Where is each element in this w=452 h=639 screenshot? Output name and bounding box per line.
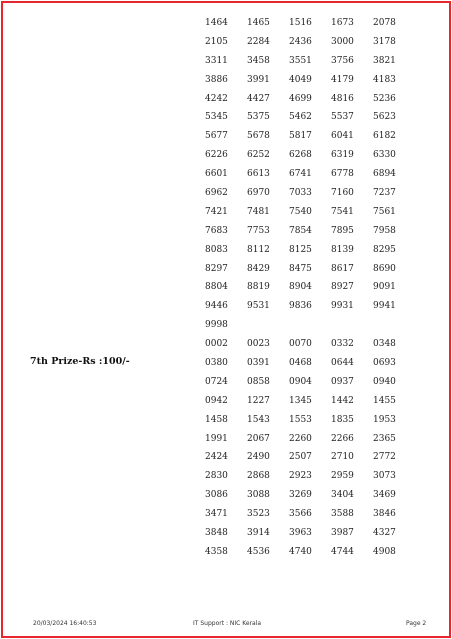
ticket-number: 8429 <box>247 263 270 274</box>
number-row <box>205 241 415 260</box>
ticket-number: 4427 <box>247 93 270 104</box>
ticket-number: 8819 <box>247 282 270 293</box>
ticket-number: 1227 <box>247 395 270 406</box>
ticket-number: 2436 <box>289 36 312 47</box>
ticket-number: 3821 <box>373 55 396 66</box>
ticket-number: 3846 <box>373 509 396 520</box>
ticket-number: 8617 <box>331 263 354 274</box>
ticket-number: 2365 <box>373 433 396 444</box>
number-row <box>205 430 415 449</box>
ticket-number: 9836 <box>289 301 312 312</box>
ticket-number: 0023 <box>247 339 270 350</box>
ticket-number: 5678 <box>247 131 270 142</box>
ticket-number: 5817 <box>289 131 312 142</box>
ticket-number: 3269 <box>289 490 312 501</box>
ticket-number: 8112 <box>247 244 270 255</box>
ticket-number: 6319 <box>331 150 354 161</box>
ticket-number: 0858 <box>247 376 270 387</box>
ticket-number: 7895 <box>331 225 354 236</box>
ticket-number: 0391 <box>247 358 270 369</box>
ticket-number: 4242 <box>205 93 228 104</box>
ticket-number: 8927 <box>331 282 354 293</box>
ticket-number: 8690 <box>373 263 396 274</box>
ticket-number: 2078 <box>373 18 396 28</box>
ticket-number: 2260 <box>289 433 312 444</box>
ticket-number: 3088 <box>247 490 270 501</box>
ticket-number: 6041 <box>331 131 354 142</box>
ticket-number: 2710 <box>331 452 354 463</box>
number-row <box>205 146 415 165</box>
ticket-number: 0724 <box>205 376 228 387</box>
ticket-number: 6268 <box>289 150 312 161</box>
ticket-number: 4358 <box>205 546 228 557</box>
ticket-number: 0937 <box>331 376 354 387</box>
ticket-number: 7753 <box>247 225 270 236</box>
ticket-number: 1442 <box>331 395 354 406</box>
ticket-number: 1543 <box>247 414 270 425</box>
ticket-number: 0070 <box>289 339 312 350</box>
ticket-number: 3469 <box>373 490 396 501</box>
ticket-number: 6741 <box>289 169 312 180</box>
ticket-number: 1458 <box>205 414 228 425</box>
number-row <box>205 108 415 127</box>
ticket-number: 4183 <box>373 74 396 85</box>
ticket-number: 4536 <box>247 546 270 557</box>
ticket-number: 3178 <box>373 36 396 47</box>
ticket-number: 5345 <box>205 112 228 123</box>
number-row <box>205 260 415 279</box>
ticket-number: 3886 <box>205 74 228 85</box>
ticket-number: 9931 <box>331 301 354 312</box>
ticket-number: 3404 <box>331 490 354 501</box>
number-row <box>205 411 415 430</box>
ticket-number: 2772 <box>373 452 396 463</box>
number-row <box>205 335 415 354</box>
number-row <box>205 90 415 109</box>
ticket-number: 9998 <box>205 320 228 331</box>
ticket-number: 0332 <box>331 339 354 350</box>
number-row <box>205 373 415 392</box>
ticket-number: 3588 <box>331 509 354 520</box>
ticket-number: 0468 <box>289 358 312 369</box>
ticket-number: 3991 <box>247 74 270 85</box>
number-row <box>205 524 415 543</box>
ticket-number: 7160 <box>331 188 354 199</box>
ticket-number: 3471 <box>205 509 228 520</box>
ticket-number: 2959 <box>331 471 354 482</box>
ticket-number: 9446 <box>205 301 228 312</box>
ticket-number: 1953 <box>373 414 396 425</box>
ticket-number: 0942 <box>205 395 228 406</box>
ticket-number: 3963 <box>289 528 312 539</box>
ticket-number: 8125 <box>289 244 312 255</box>
ticket-number: 2507 <box>289 452 312 463</box>
ticket-number: 0693 <box>373 358 396 369</box>
ticket-number: 0940 <box>373 376 396 387</box>
ticket-number: 5375 <box>247 112 270 123</box>
ticket-number: 8804 <box>205 282 228 293</box>
ticket-number: 6894 <box>373 169 396 180</box>
ticket-number: 0380 <box>205 358 228 369</box>
ticket-number: 0904 <box>289 376 312 387</box>
ticket-number: 6613 <box>247 169 270 180</box>
ticket-number: 1835 <box>331 414 354 425</box>
number-row <box>205 33 415 52</box>
ticket-number: 7481 <box>247 206 270 217</box>
ticket-number: 3914 <box>247 528 270 539</box>
number-row <box>205 354 415 373</box>
ticket-number: 1553 <box>289 414 312 425</box>
ticket-number: 4740 <box>289 546 312 557</box>
ticket-number: 5236 <box>373 93 396 104</box>
footer-support: IT Support : NIC Kerala <box>193 620 262 627</box>
ticket-number: 3311 <box>205 55 228 66</box>
ticket-number: 3848 <box>205 528 228 539</box>
ticket-number: 8297 <box>205 263 228 274</box>
number-row <box>205 127 415 146</box>
number-row <box>205 203 415 222</box>
ticket-number: 7540 <box>289 206 312 217</box>
ticket-number: 4049 <box>289 74 312 85</box>
ticket-number: 7541 <box>331 206 354 217</box>
number-row <box>205 448 415 467</box>
number-row <box>205 71 415 90</box>
ticket-number: 1465 <box>247 18 270 28</box>
ticket-number: 4327 <box>373 528 396 539</box>
ticket-number: 2424 <box>205 452 228 463</box>
ticket-number: 2284 <box>247 36 270 47</box>
number-grid <box>205 14 415 562</box>
ticket-number: 6601 <box>205 169 228 180</box>
prize-heading: 7th Prize-Rs :100/- <box>30 356 130 367</box>
ticket-number: 1464 <box>205 18 228 28</box>
ticket-number: 5623 <box>373 112 396 123</box>
ticket-number: 1516 <box>289 18 312 28</box>
ticket-number: 2830 <box>205 471 228 482</box>
ticket-number: 6330 <box>373 150 396 161</box>
ticket-number: 8083 <box>205 244 228 255</box>
ticket-number: 9091 <box>373 282 396 293</box>
ticket-number: 3523 <box>247 509 270 520</box>
ticket-number: 5677 <box>205 131 228 142</box>
ticket-number: 7854 <box>289 225 312 236</box>
ticket-number: 4179 <box>331 74 354 85</box>
ticket-number: 1673 <box>331 18 354 28</box>
ticket-number: 7237 <box>373 188 396 199</box>
ticket-number: 6226 <box>205 150 228 161</box>
ticket-number: 2266 <box>331 433 354 444</box>
ticket-number: 7561 <box>373 206 396 217</box>
ticket-number: 0348 <box>373 339 396 350</box>
number-row <box>205 297 415 316</box>
ticket-number: 3458 <box>247 55 270 66</box>
ticket-number: 7958 <box>373 225 396 236</box>
ticket-number: 6252 <box>247 150 270 161</box>
ticket-number: 9941 <box>373 301 396 312</box>
number-row <box>205 392 415 411</box>
ticket-number: 2067 <box>247 433 270 444</box>
ticket-number: 3073 <box>373 471 396 482</box>
ticket-number: 5537 <box>331 112 354 123</box>
ticket-number: 4908 <box>373 546 396 557</box>
number-row <box>205 184 415 203</box>
ticket-number: 0644 <box>331 358 354 369</box>
number-row <box>205 52 415 71</box>
ticket-number: 2923 <box>289 471 312 482</box>
number-row <box>205 543 415 562</box>
ticket-number: 6970 <box>247 188 270 199</box>
ticket-number: 3086 <box>205 490 228 501</box>
number-row <box>205 316 415 335</box>
ticket-number: 2105 <box>205 36 228 47</box>
ticket-number: 1345 <box>289 395 312 406</box>
footer-timestamp: 20/03/2024 16:40:53 <box>33 620 97 627</box>
ticket-number: 4699 <box>289 93 312 104</box>
ticket-number: 2490 <box>247 452 270 463</box>
ticket-number: 8904 <box>289 282 312 293</box>
ticket-number: 1991 <box>205 433 228 444</box>
ticket-number: 3756 <box>331 55 354 66</box>
ticket-number: 4744 <box>331 546 354 557</box>
ticket-number: 7033 <box>289 188 312 199</box>
ticket-number: 9531 <box>247 301 270 312</box>
ticket-number: 8139 <box>331 244 354 255</box>
ticket-number: 7421 <box>205 206 228 217</box>
ticket-number: 8295 <box>373 244 396 255</box>
ticket-number: 4816 <box>331 93 354 104</box>
number-row <box>205 222 415 241</box>
ticket-number: 3000 <box>331 36 354 47</box>
number-row <box>205 486 415 505</box>
number-row <box>205 505 415 524</box>
ticket-number: 8475 <box>289 263 312 274</box>
number-row <box>205 14 415 33</box>
ticket-number: 0002 <box>205 339 228 350</box>
ticket-number: 6778 <box>331 169 354 180</box>
ticket-number: 5462 <box>289 112 312 123</box>
ticket-number: 3566 <box>289 509 312 520</box>
ticket-number: 2868 <box>247 471 270 482</box>
ticket-number: 6962 <box>205 188 228 199</box>
ticket-number: 1455 <box>373 395 396 406</box>
number-row <box>205 165 415 184</box>
footer-page-number: Page 2 <box>406 620 427 627</box>
ticket-number: 6182 <box>373 131 396 142</box>
ticket-number: 3987 <box>331 528 354 539</box>
number-row <box>205 467 415 486</box>
ticket-number: 7683 <box>205 225 228 236</box>
ticket-number: 3551 <box>289 55 312 66</box>
number-row <box>205 278 415 297</box>
